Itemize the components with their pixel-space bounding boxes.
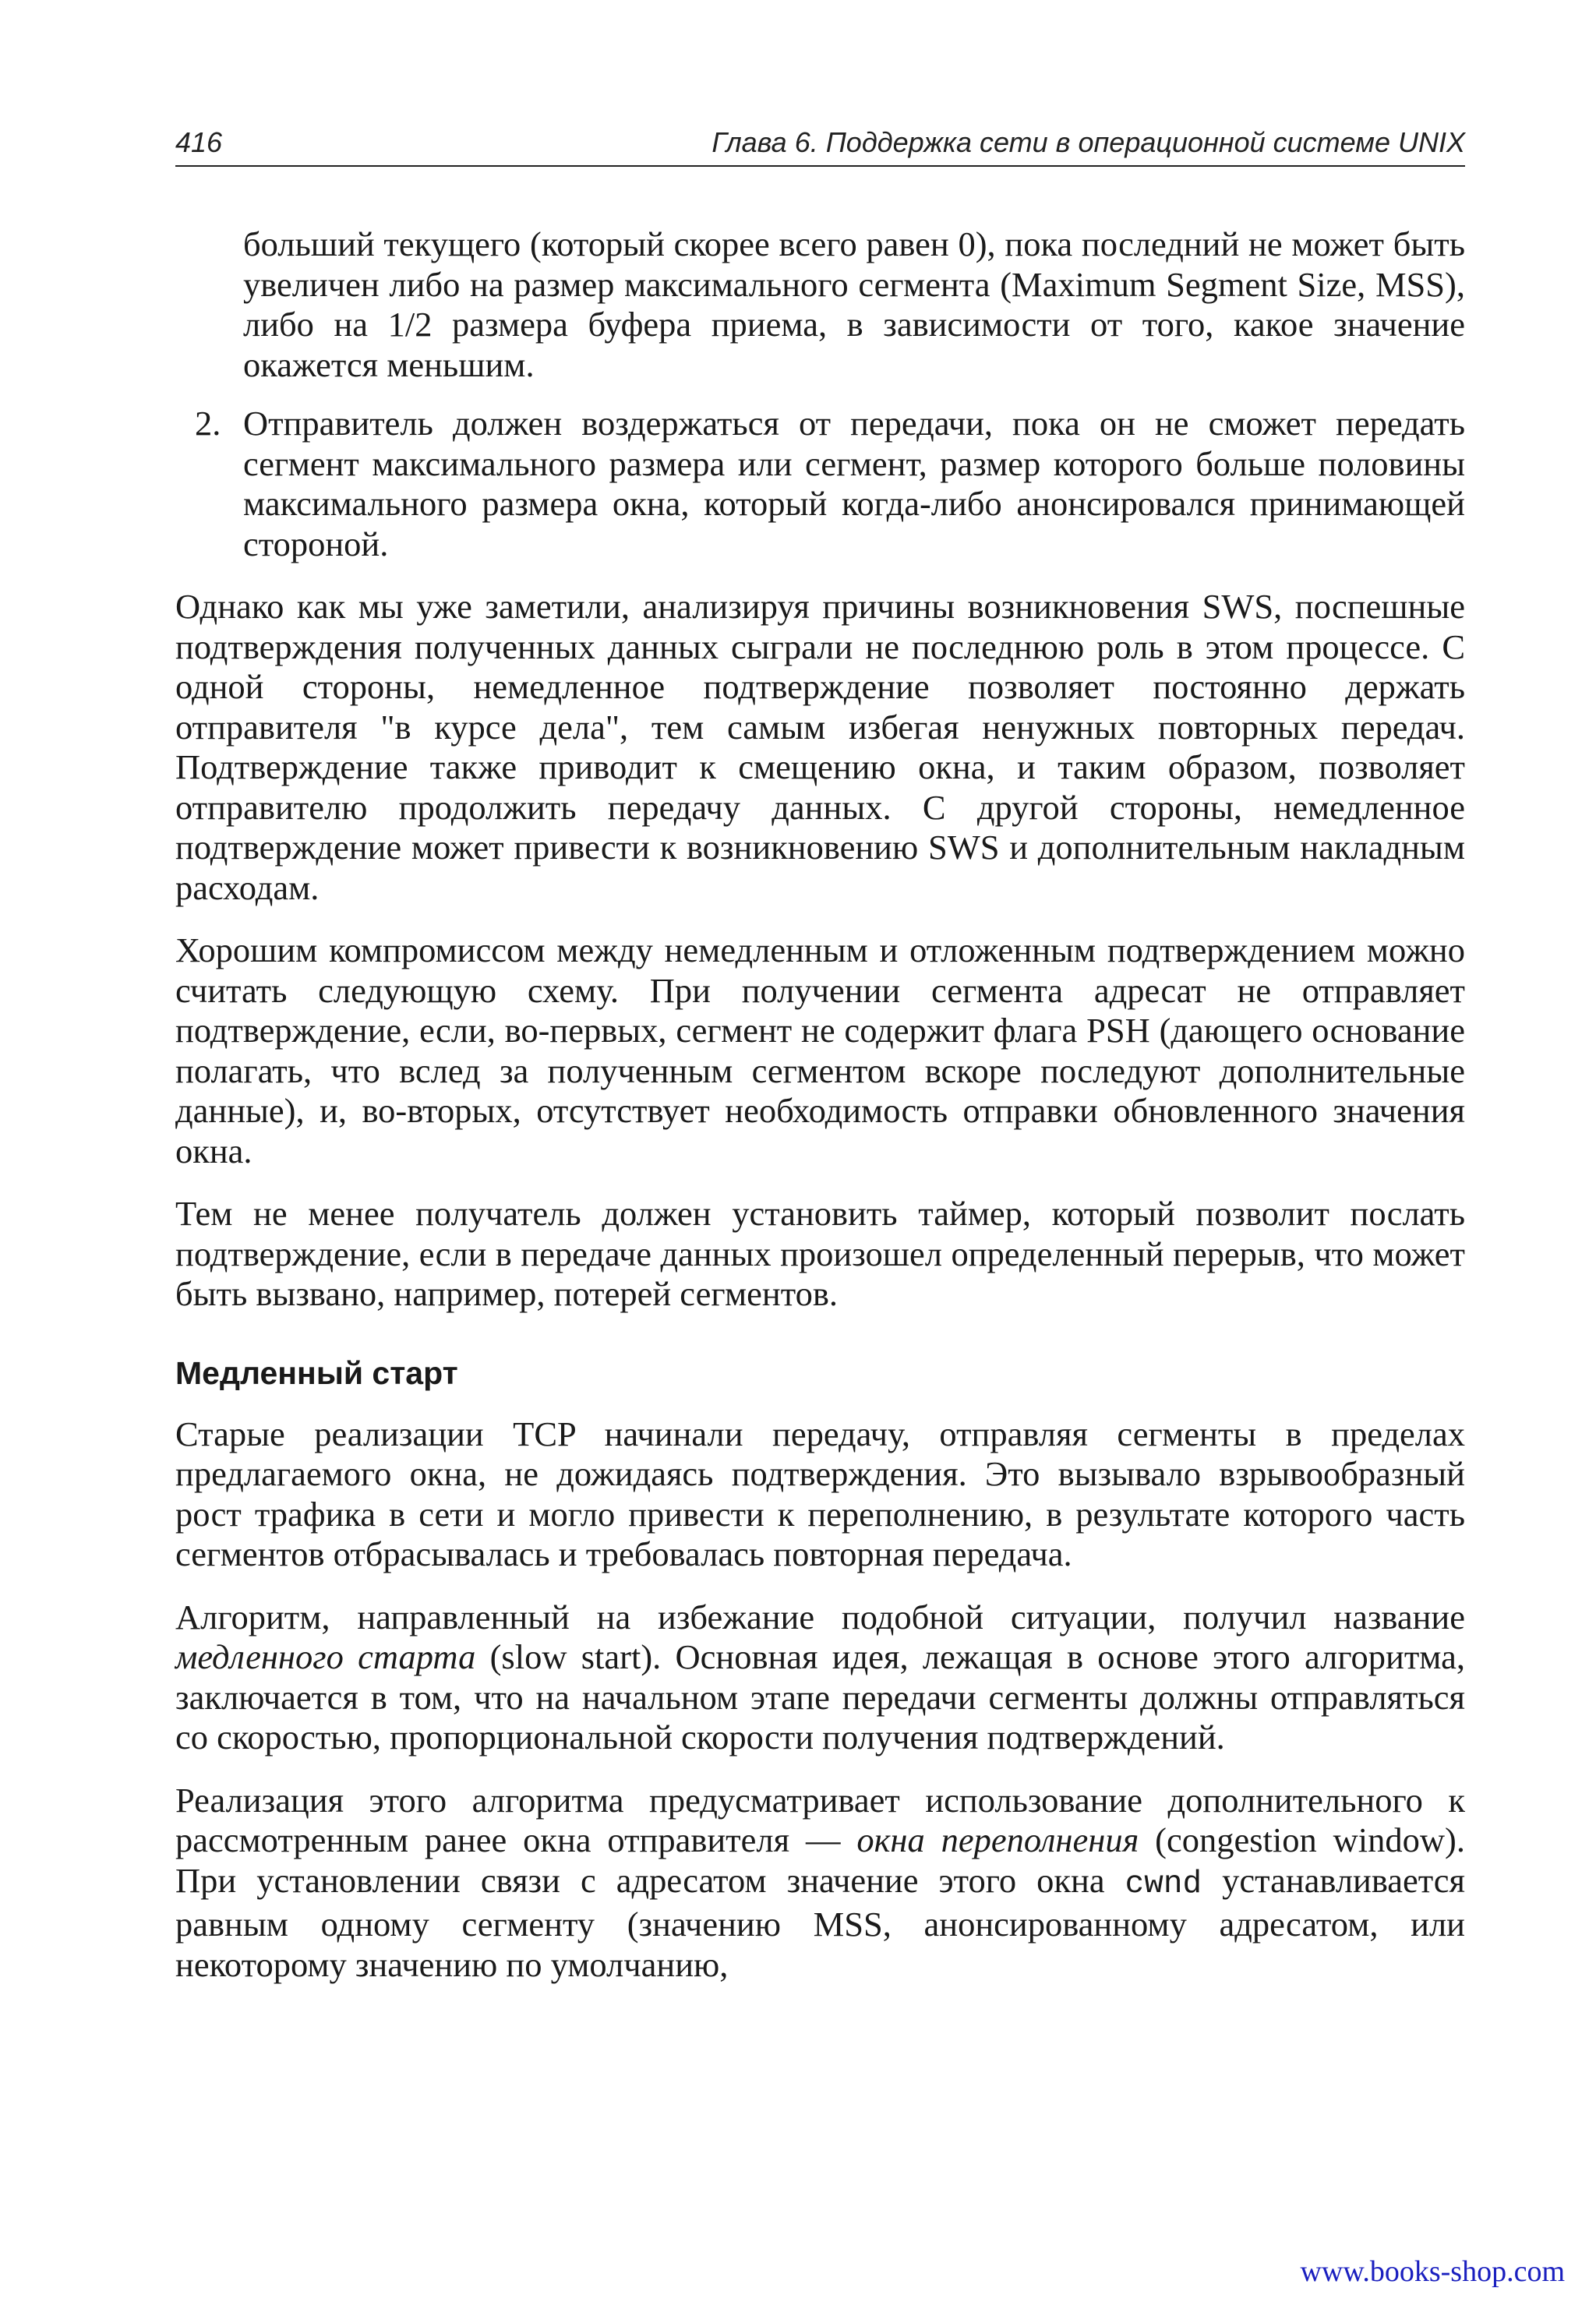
section-heading: Медленный старт — [175, 1354, 458, 1391]
paragraph-old-tcp: Старые реализации TCP начинали передачу, отправляя сегменты в пределах предлагаемого окна, не дожидаясь подтверждения. Это вызывало взрывообразный рост трафика в сети и могло привести к переполнению, в результате которого часть сегментов отбрасывалась и требовалась повторная передача. — [175, 1414, 1465, 1573]
paragraph-congestion-window — [175, 1781, 1465, 1986]
page-number: 416 — [175, 126, 223, 158]
paragraph-compromise-scheme: Хорошим компромиссом между немедленным и отложенным подтверждением можно считать следующую схему. При получении сегмента адресат не отправляет подтверждение, если, во-первых, сегмент не содержит флага PSH (дающего основание полагать, что вслед за полученным сегментом вскоре последуют дополнительные данные), и, во-вторых, отсутствует необходимость отправки обновленного значения окна. — [175, 930, 1465, 1170]
list-item-2 — [195, 404, 1465, 564]
list-marker: 2. — [195, 404, 221, 443]
running-title: Глава 6. Поддержка сети в операционной системе UNIX — [711, 126, 1465, 158]
text-run: Реализация этого алгоритма предусматривает использование дополнительного к рассмотренным ранее окна отправителя — — [175, 1780, 1465, 1859]
paragraph-sws-acknowledgements: Однако как мы уже заметили, анализируя причины возникновения SWS, поспешные подтверждения полученных данных сыграли не последнюю роль в этом процессе. С одной стороны, немедленное подтверждение позволяет постоянно держать отправителя "в курсе дела", тем самым избегая ненужных повторных передач. Подтверждение также приводит к смещению окна, и таким образом, позволяет отправителю продолжить передачу данных. С другой стороны, немедленное подтверждение может привести к возникновению SWS и дополнительным накладным расходам. — [175, 587, 1465, 907]
list-item-1-continuation: больший текущего (который скорее всего равен 0), пока последний не может быть увеличен либо на размер максимального сегмента (Maximum Segment Size, MSS), либо на 1/2 размера буфера приема, в зависимости от того, какое значение окажется меньшим. — [243, 224, 1465, 384]
text-run: Алгоритм, направленный на избежание подобной ситуации, получил название — [175, 1597, 1465, 1636]
list-item-text: Отправитель должен воздержаться от передачи, пока он не сможет передать сегмент максимального размера или сегмент, размер которого больше половины максимального размера окна, который когда-либо анонсировался принимающей стороной. — [243, 404, 1465, 563]
code-cwnd: cwnd — [1125, 1866, 1202, 1902]
paragraph-slow-start — [175, 1598, 1465, 1758]
footer-website-link[interactable]: www.books-shop.com — [1300, 2255, 1565, 2288]
text-run: устанавливается равным одному сегменту (значению MSS, анонсированному адресатом, или некоторому значению по умолчанию, — [175, 1860, 1465, 1984]
page-body — [175, 224, 1465, 2007]
page-header — [175, 118, 1465, 167]
paragraph-timer: Тем не менее получатель должен установить таймер, который позволит послать подтверждение, если в передаче данных произошел определенный перерыв, что может быть вызвано, например, потерей сегментов. — [175, 1194, 1465, 1313]
term-slow-start: медленного старта — [175, 1637, 476, 1676]
text-run: (slow start). Основная идея, лежащая в основе этого алгоритма, заключается в том, что на начальном этапе передачи сегменты должны отправляться со скоростью, пропорциональной скорости получения подтверждений. — [175, 1637, 1465, 1757]
text-run: (congestion window). При установлении связи с адресатом значение этого окна — [175, 1820, 1465, 1900]
term-congestion-window: окна переполнения — [856, 1820, 1139, 1859]
